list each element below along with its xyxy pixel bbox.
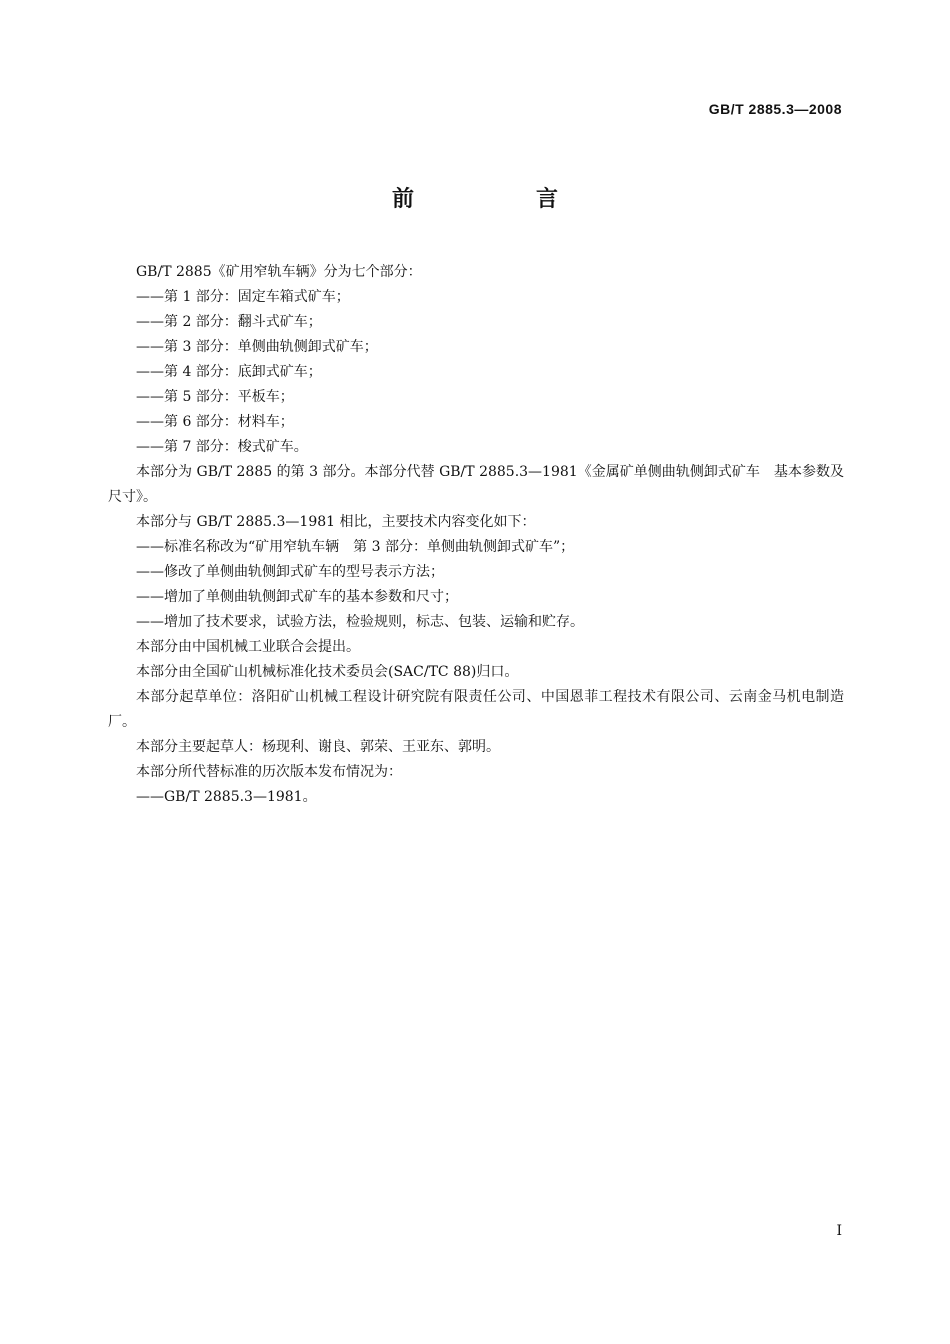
paragraph: 本部分为 GB/T 2885 的第 3 部分。本部分代替 GB/T 2885.3—1981《金属矿单侧曲轨侧卸式矿车 基本参数及尺寸》。 (108, 464, 844, 505)
foreword-body (108, 260, 844, 810)
paragraph: 本部分起草单位：洛阳矿山机械工程设计研究院有限责任公司、中国恩菲工程技术有限公司、云南金马机电制造厂。 (108, 689, 844, 730)
list-item: ——增加了单侧曲轨侧卸式矿车的基本参数和尺寸； (136, 589, 458, 605)
list-item: ——增加了技术要求，试验方法，检验规则，标志、包装、运输和贮存。 (136, 614, 584, 630)
list-item: ——第 6 部分：材料车； (136, 414, 294, 430)
paragraph: 本部分所代替标准的历次版本发布情况为： (136, 764, 402, 780)
paragraph: 本部分由中国机械工业联合会提出。 (136, 639, 360, 655)
paragraph: 本部分主要起草人：杨现利、谢良、郭荣、王亚东、郭明。 (136, 739, 500, 755)
list-item: ——修改了单侧曲轨侧卸式矿车的型号表示方法； (136, 564, 444, 580)
list-item: ——第 3 部分：单侧曲轨侧卸式矿车； (136, 339, 378, 355)
paragraph: GB/T 2885《矿用窄轨车辆》分为七个部分： (136, 264, 422, 280)
page-number: I (836, 1223, 842, 1239)
standard-code: GB/T 2885.3—2008 (708, 101, 842, 117)
list-item: ——GB/T 2885.3—1981。 (136, 789, 317, 805)
paragraph: 本部分与 GB/T 2885.3—1981 相比，主要技术内容变化如下： (136, 514, 536, 530)
list-item: ——第 1 部分：固定车箱式矿车； (136, 289, 350, 305)
list-item: ——第 5 部分：平板车； (136, 389, 294, 405)
paragraph: 本部分由全国矿山机械标准化技术委员会(SAC/TC 88)归口。 (136, 664, 519, 680)
list-item: ——第 2 部分：翻斗式矿车； (136, 314, 322, 330)
list-item: ——第 7 部分：梭式矿车。 (136, 439, 308, 455)
page-title: 前 言 (391, 187, 608, 212)
list-item: ——标准名称改为“矿用窄轨车辆 第 3 部分：单侧曲轨侧卸式矿车”； (136, 539, 575, 555)
list-item: ——第 4 部分：底卸式矿车； (136, 364, 322, 380)
